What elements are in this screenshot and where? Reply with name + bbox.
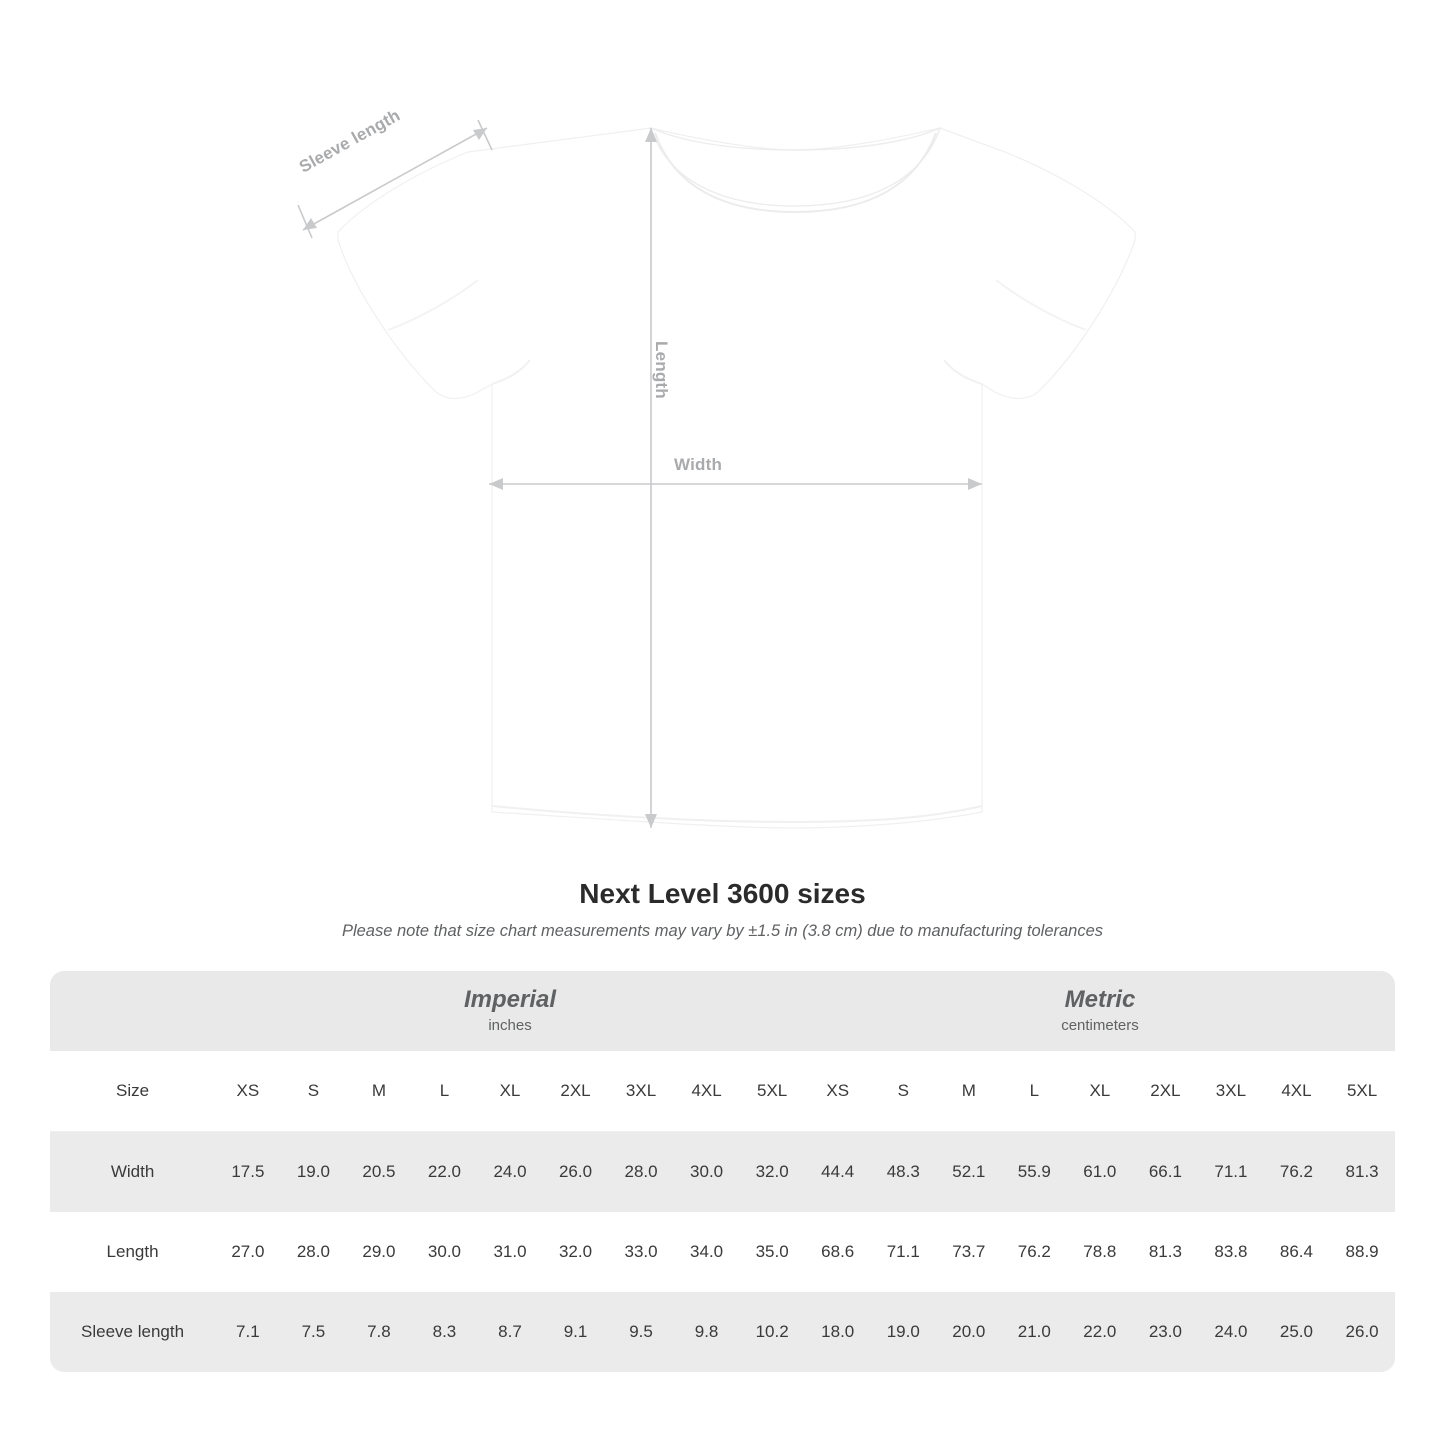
size-table-wrapper	[50, 971, 1395, 1372]
size-cell: 2XL	[1133, 1051, 1199, 1132]
imperial-unit-label: inches	[488, 1016, 532, 1034]
sleeve-cell: 26.0	[1329, 1292, 1395, 1372]
width-cell: 61.0	[1067, 1132, 1133, 1213]
size-table	[50, 971, 1395, 1372]
size-cell: M	[936, 1051, 1002, 1132]
length-cell: 32.0	[543, 1212, 609, 1292]
length-cell: 35.0	[739, 1212, 805, 1292]
sleeve-cell: 9.5	[608, 1292, 674, 1372]
imperial-system-label: Imperial	[464, 985, 557, 1013]
sleeve-cell: 20.0	[936, 1292, 1002, 1372]
length-cell: 30.0	[412, 1212, 478, 1292]
length-cell: 68.6	[805, 1212, 871, 1292]
sleeve-cell: 23.0	[1133, 1292, 1199, 1372]
length-cell: 76.2	[1002, 1212, 1068, 1292]
length-label: Length	[652, 341, 671, 399]
sleeve-cell: 10.2	[739, 1292, 805, 1372]
metric-system-label: Metric	[1064, 985, 1136, 1013]
sleeve-cell: 9.8	[674, 1292, 740, 1372]
length-cell: 81.3	[1133, 1212, 1199, 1292]
table-row	[50, 1051, 1395, 1132]
metric-unit-label: centimeters	[1061, 1016, 1139, 1034]
length-cell: 83.8	[1198, 1212, 1264, 1292]
size-cell: XS	[805, 1051, 871, 1132]
sleeve-cell: 7.8	[346, 1292, 412, 1372]
page-title: Next Level 3600 sizes	[579, 878, 866, 909]
tolerance-note: Please note that size chart measurements may vary by ±1.5 in (3.8 cm) due to manufacturing tolerances	[341, 922, 1104, 940]
size-cell: XS	[215, 1051, 281, 1132]
size-cell: 5XL	[1329, 1051, 1395, 1132]
size-cell: 5XL	[739, 1051, 805, 1132]
sleeve-cell: 8.3	[412, 1292, 478, 1372]
sleeve-cell: 19.0	[870, 1292, 936, 1372]
sleeve-length-label: Sleeve length	[296, 105, 404, 177]
unit-header-metric	[805, 971, 1395, 1051]
length-cell: 29.0	[346, 1212, 412, 1292]
size-cell: 3XL	[1198, 1051, 1264, 1132]
tshirt-shape	[338, 128, 1135, 828]
width-cell: 26.0	[543, 1132, 609, 1213]
length-cell: 86.4	[1264, 1212, 1330, 1292]
length-cell: 28.0	[281, 1212, 347, 1292]
width-cell: 19.0	[281, 1132, 347, 1213]
row-label-sleeve-length: Sleeve length	[50, 1292, 215, 1372]
sleeve-cell: 22.0	[1067, 1292, 1133, 1372]
width-cell: 28.0	[608, 1132, 674, 1213]
length-cell: 27.0	[215, 1212, 281, 1292]
sleeve-cell: 18.0	[805, 1292, 871, 1372]
sleeve-cell: 9.1	[543, 1292, 609, 1372]
row-label-size: Size	[50, 1051, 215, 1132]
sleeve-cell: 24.0	[1198, 1292, 1264, 1372]
width-cell: 30.0	[674, 1132, 740, 1213]
size-cell: 3XL	[608, 1051, 674, 1132]
width-cell: 71.1	[1198, 1132, 1264, 1213]
size-cell: L	[1002, 1051, 1068, 1132]
width-cell: 32.0	[739, 1132, 805, 1213]
width-cell: 17.5	[215, 1132, 281, 1213]
unit-header-imperial	[215, 971, 805, 1051]
length-cell: 31.0	[477, 1212, 543, 1292]
row-label-length: Length	[50, 1212, 215, 1292]
table-row	[50, 1132, 1395, 1213]
width-cell: 66.1	[1133, 1132, 1199, 1213]
size-cell: XL	[1067, 1051, 1133, 1132]
width-cell: 55.9	[1002, 1132, 1068, 1213]
width-cell: 24.0	[477, 1132, 543, 1213]
table-row	[50, 1212, 1395, 1292]
length-cell: 73.7	[936, 1212, 1002, 1292]
table-row	[50, 1292, 1395, 1372]
sleeve-cell: 21.0	[1002, 1292, 1068, 1372]
size-cell: 4XL	[1264, 1051, 1330, 1132]
sleeve-cell: 25.0	[1264, 1292, 1330, 1372]
width-cell: 20.5	[346, 1132, 412, 1213]
width-cell: 81.3	[1329, 1132, 1395, 1213]
size-cell: M	[346, 1051, 412, 1132]
sleeve-cell: 8.7	[477, 1292, 543, 1372]
length-cell: 78.8	[1067, 1212, 1133, 1292]
size-cell: XL	[477, 1051, 543, 1132]
unit-header-empty	[50, 971, 215, 1051]
length-cell: 88.9	[1329, 1212, 1395, 1292]
width-cell: 48.3	[870, 1132, 936, 1213]
length-cell: 34.0	[674, 1212, 740, 1292]
table-unit-header-row	[50, 971, 1395, 1051]
size-cell: S	[281, 1051, 347, 1132]
row-label-width: Width	[50, 1132, 215, 1213]
width-cell: 52.1	[936, 1132, 1002, 1213]
sleeve-cell: 7.1	[215, 1292, 281, 1372]
size-cell: L	[412, 1051, 478, 1132]
title-block	[0, 878, 1445, 941]
sleeve-cell: 7.5	[281, 1292, 347, 1372]
length-cell: 71.1	[870, 1212, 936, 1292]
width-cell: 44.4	[805, 1132, 871, 1213]
width-cell: 76.2	[1264, 1132, 1330, 1213]
width-cell: 22.0	[412, 1132, 478, 1213]
length-cell: 33.0	[608, 1212, 674, 1292]
width-label: Width	[674, 455, 723, 474]
size-cell: 4XL	[674, 1051, 740, 1132]
size-cell: 2XL	[543, 1051, 609, 1132]
size-cell: S	[870, 1051, 936, 1132]
